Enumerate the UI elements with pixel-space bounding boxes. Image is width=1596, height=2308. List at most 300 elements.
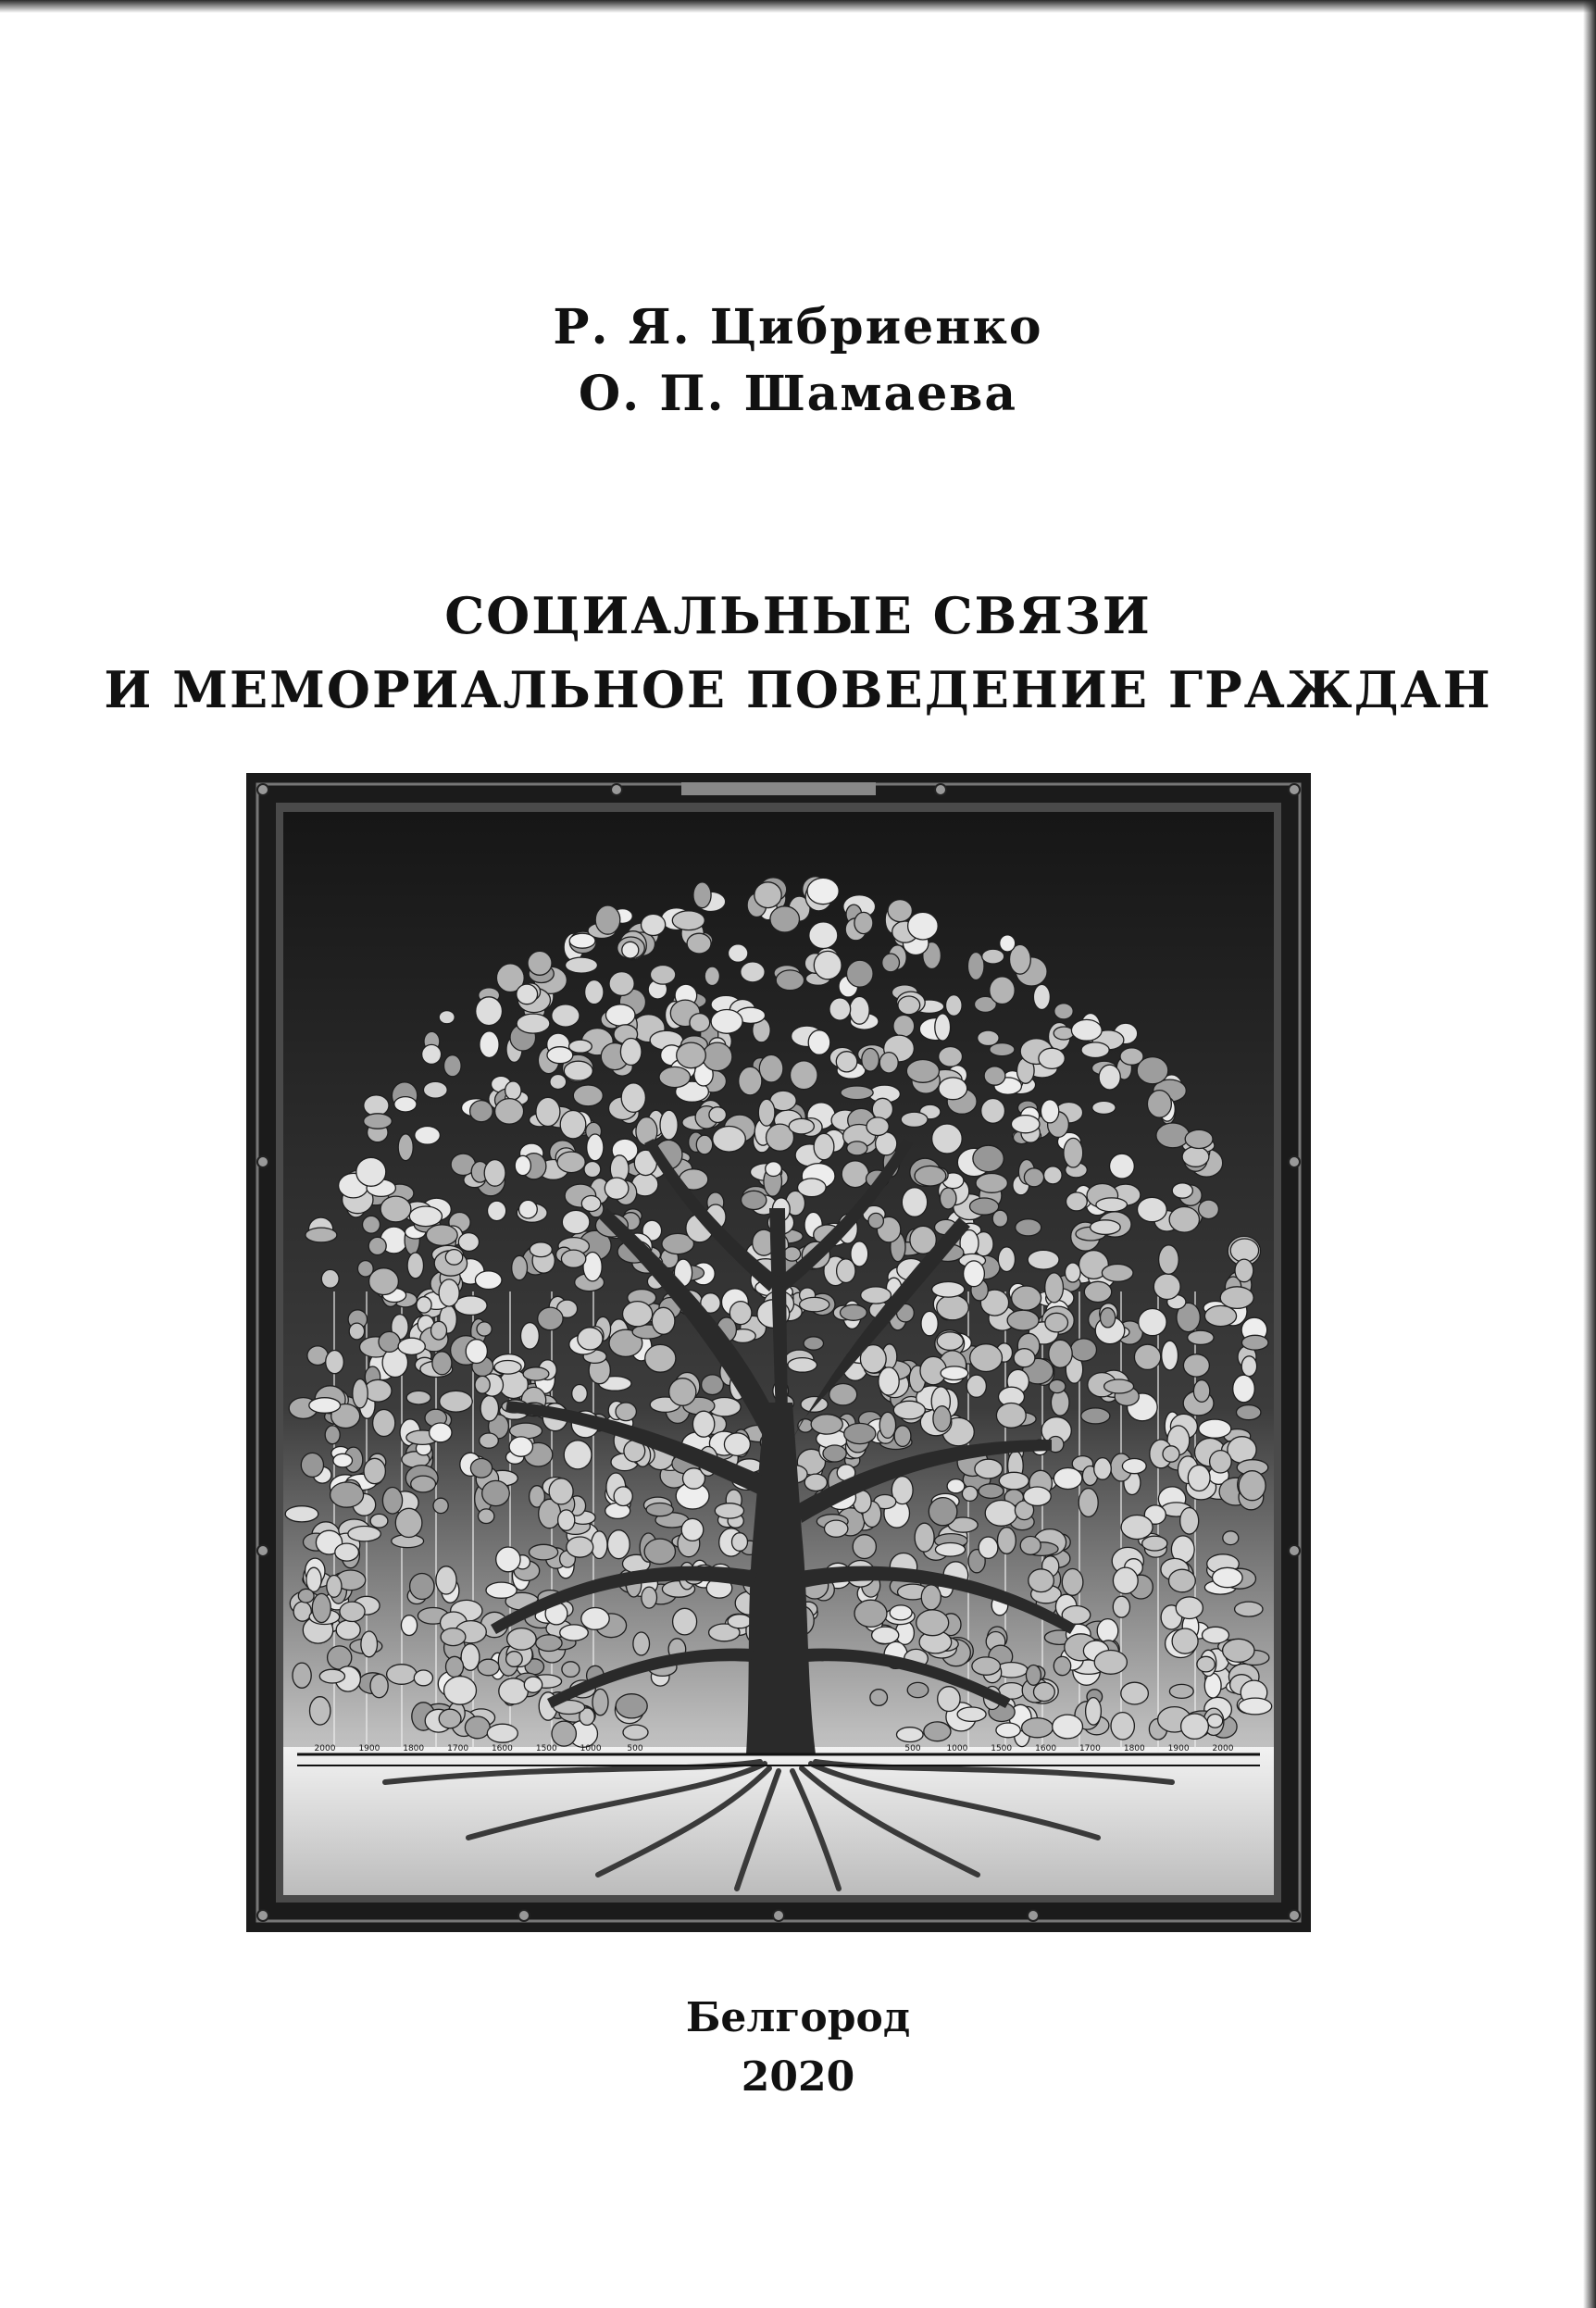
leaf: [1142, 1536, 1167, 1551]
leaf: [572, 1385, 588, 1403]
leaf: [592, 1531, 607, 1559]
leaf: [521, 1323, 540, 1350]
leaf: [439, 1709, 461, 1728]
leaf: [1122, 1459, 1146, 1474]
leaf: [569, 1040, 592, 1053]
leaf: [455, 1296, 487, 1316]
leaf: [1094, 1458, 1112, 1480]
leaf: [370, 1514, 388, 1528]
leaf: [1228, 1437, 1256, 1464]
leaf: [364, 1095, 389, 1117]
leaf: [1235, 1259, 1253, 1282]
leaf: [1020, 1537, 1041, 1555]
leaf: [1104, 1379, 1134, 1393]
leaf: [382, 1488, 402, 1515]
leaf: [1156, 1123, 1190, 1148]
leaf: [1033, 984, 1050, 1009]
leaf: [946, 995, 963, 1017]
leaf: [693, 882, 711, 908]
leaf: [558, 1510, 575, 1530]
leaf: [557, 1152, 585, 1173]
leaf: [642, 914, 666, 935]
leaf: [1197, 1656, 1215, 1672]
leaf: [417, 1297, 431, 1313]
leaf: [868, 1213, 883, 1229]
leaf: [940, 1188, 956, 1209]
leaf: [908, 912, 939, 940]
leaf: [369, 1268, 399, 1295]
leaf: [458, 1233, 479, 1252]
leaf: [1139, 1309, 1166, 1336]
leaf: [1176, 1597, 1203, 1619]
leaf: [479, 1509, 494, 1524]
rivet: [935, 784, 946, 795]
leaf: [978, 1030, 999, 1045]
leaf: [1181, 1714, 1209, 1739]
leaf: [894, 1426, 911, 1447]
leaf: [642, 1587, 657, 1608]
leaf: [867, 1117, 889, 1136]
leaf: [1172, 1628, 1198, 1653]
leaf: [364, 1458, 385, 1483]
leaf: [645, 1344, 676, 1372]
leaf: [1111, 1713, 1134, 1740]
leaf: [1024, 1168, 1043, 1187]
leaf: [1237, 1405, 1261, 1420]
leaf: [1054, 1468, 1082, 1490]
leaf: [1026, 1666, 1041, 1686]
leaf: [890, 1605, 912, 1620]
leaf: [798, 1179, 827, 1197]
leaf: [979, 1537, 998, 1558]
rivet: [257, 784, 268, 795]
leaf: [581, 1608, 609, 1630]
leaf: [872, 1098, 892, 1120]
leaf: [305, 1228, 337, 1242]
rivet: [1289, 1545, 1300, 1556]
leaf: [465, 1716, 490, 1739]
leaf: [879, 1412, 895, 1438]
leaf: [573, 1085, 603, 1106]
leaf: [1153, 1274, 1180, 1300]
leaf: [633, 1632, 650, 1655]
leaf: [660, 1110, 678, 1140]
leaf: [622, 942, 639, 958]
leaf: [549, 1478, 573, 1504]
leaf: [1162, 1341, 1178, 1370]
leaf: [800, 1297, 829, 1311]
leaf: [888, 900, 912, 922]
timeline-label: 500: [627, 1744, 643, 1753]
leaf: [496, 1547, 520, 1572]
leaf: [445, 1250, 462, 1266]
leaf: [353, 1379, 368, 1408]
leaf: [766, 1162, 782, 1177]
leaf: [609, 972, 634, 996]
leaf: [478, 1659, 499, 1676]
leaf: [1220, 1287, 1253, 1309]
leaf: [528, 951, 552, 975]
leaf: [1134, 1344, 1160, 1369]
leaf: [1016, 1219, 1041, 1236]
leaf: [1138, 1197, 1167, 1221]
leaf: [687, 933, 711, 954]
leaf: [480, 1031, 499, 1058]
leaf: [937, 1332, 963, 1351]
leaf: [470, 1101, 493, 1122]
rivet: [773, 1910, 784, 1921]
leaf: [1183, 1354, 1209, 1377]
leaf: [924, 1722, 951, 1741]
leaf: [907, 1682, 929, 1697]
leaf: [916, 1610, 949, 1636]
leaf: [784, 1247, 801, 1261]
leaf: [319, 1669, 344, 1683]
leaf: [996, 1723, 1020, 1738]
leaf: [709, 1107, 727, 1123]
leaf: [1223, 1531, 1239, 1545]
leaf: [976, 1174, 1007, 1193]
leaf: [505, 1081, 521, 1100]
leaf: [1113, 1596, 1129, 1617]
leaf: [507, 1628, 537, 1651]
leaf: [562, 1210, 590, 1233]
leaf: [939, 1047, 963, 1067]
leaf: [1092, 1101, 1116, 1114]
leaf: [902, 1188, 927, 1217]
leaf: [530, 1242, 552, 1257]
leaf: [935, 1543, 965, 1557]
leaf: [935, 1014, 951, 1041]
leaf: [298, 1589, 314, 1603]
leaf: [566, 957, 598, 973]
leaf: [825, 1520, 848, 1537]
leaf: [510, 1423, 542, 1439]
leaf: [841, 1086, 873, 1100]
leaf: [293, 1602, 311, 1621]
leaf: [1028, 1250, 1059, 1269]
leaf: [741, 962, 765, 982]
leaf: [837, 1259, 855, 1283]
leaf: [1084, 1281, 1111, 1302]
leaf: [872, 1627, 899, 1643]
leaf: [1079, 1489, 1098, 1517]
timeline-label: 1900: [358, 1744, 380, 1753]
leaf: [1049, 1340, 1072, 1367]
leaf: [941, 1366, 968, 1380]
leaf: [519, 1200, 538, 1218]
leaf: [486, 1582, 517, 1598]
author-2: О. П. Шамаева: [578, 366, 1018, 422]
leaf: [728, 1615, 752, 1628]
leaf: [530, 1544, 558, 1560]
leaf: [538, 1307, 563, 1330]
leaf: [1169, 1684, 1193, 1698]
leaf: [309, 1398, 341, 1414]
leaf: [310, 1697, 330, 1725]
leaf: [552, 1004, 580, 1027]
leaf: [893, 1401, 925, 1419]
leaf: [1241, 1356, 1256, 1377]
leaf: [804, 1337, 823, 1350]
leaf: [321, 1269, 339, 1288]
leaf: [811, 1415, 842, 1434]
leaf: [979, 1484, 1004, 1499]
leaf: [564, 1061, 592, 1080]
leaf: [607, 1530, 630, 1559]
leaf: [808, 1030, 830, 1055]
leaf: [788, 1358, 817, 1373]
leaf: [356, 1157, 386, 1186]
leaf: [1096, 1198, 1128, 1212]
leaf: [433, 1498, 448, 1513]
timeline-label: 1800: [1123, 1744, 1145, 1753]
leaf: [484, 1160, 505, 1187]
leaf: [349, 1323, 364, 1340]
leaf: [475, 1376, 490, 1393]
leaf: [285, 1506, 318, 1522]
leaf: [1199, 1200, 1219, 1218]
leaf: [335, 1543, 359, 1561]
leaf: [1185, 1129, 1213, 1148]
leaf: [1204, 1673, 1221, 1698]
leaf: [966, 1375, 986, 1397]
leaf: [1203, 1627, 1229, 1643]
leaf: [758, 1099, 775, 1126]
leaf: [1041, 1100, 1058, 1123]
timeline-label: 1500: [535, 1744, 557, 1753]
leaf: [623, 1725, 648, 1740]
leaf: [293, 1663, 311, 1688]
leaf: [1054, 1004, 1073, 1019]
leaf: [1097, 1619, 1118, 1643]
leaf: [804, 1474, 827, 1491]
leaf: [1182, 1147, 1209, 1167]
leaf: [870, 1690, 888, 1706]
leaf: [1188, 1466, 1210, 1491]
leaf: [614, 1487, 632, 1506]
leaf: [394, 1097, 417, 1112]
leaf: [387, 1665, 417, 1685]
leaf: [1071, 1339, 1097, 1361]
scan-edge-top: [0, 0, 1596, 13]
leaf: [512, 1255, 528, 1279]
leaf: [415, 1127, 441, 1145]
leaf: [696, 1135, 712, 1154]
timeline-label: 1700: [447, 1744, 469, 1753]
leaf: [1110, 1154, 1135, 1179]
leaf: [652, 1307, 675, 1334]
rivet: [257, 1910, 268, 1921]
leaf: [711, 1010, 742, 1034]
leaf: [1062, 1569, 1083, 1596]
leaf: [307, 1346, 328, 1366]
book-title: [0, 579, 1596, 727]
leaf: [844, 1423, 876, 1443]
leaf: [564, 1441, 592, 1469]
frame-plaque: [681, 782, 876, 795]
leaf: [1081, 1408, 1110, 1424]
leaf: [964, 1261, 985, 1287]
leaf: [791, 1061, 818, 1090]
leaf: [1091, 1220, 1121, 1235]
leaf: [1022, 1718, 1054, 1738]
leaf: [444, 1055, 462, 1077]
leaf: [494, 1361, 521, 1375]
leaf: [847, 1142, 867, 1155]
leaf: [621, 1083, 645, 1113]
leaf: [823, 1445, 846, 1462]
leaf: [841, 1304, 867, 1320]
leaf: [547, 1047, 573, 1064]
leaf: [605, 1004, 635, 1026]
leaf: [715, 1503, 743, 1518]
leaf: [1011, 1116, 1040, 1133]
leaf: [439, 1279, 459, 1306]
leaf: [901, 1112, 928, 1127]
leaf: [440, 1391, 473, 1412]
leaf: [970, 1344, 1003, 1372]
leaf: [620, 1039, 642, 1066]
leaf: [414, 1670, 432, 1686]
leaf: [406, 1391, 430, 1404]
leaf: [998, 1247, 1015, 1272]
leaf: [1045, 1273, 1064, 1303]
leaf: [1039, 1048, 1065, 1068]
leaf: [560, 1111, 586, 1139]
leaf: [509, 1437, 532, 1456]
leaf: [1241, 1335, 1268, 1350]
rivet: [1028, 1910, 1039, 1921]
leaf: [1014, 1349, 1035, 1367]
leaf: [933, 1406, 951, 1432]
leaf: [650, 966, 675, 985]
leaf: [1044, 1166, 1063, 1184]
leaf: [552, 1721, 576, 1746]
leaf: [444, 1677, 477, 1705]
leaf: [581, 1196, 601, 1212]
leaf: [932, 1282, 965, 1298]
leaf: [853, 1535, 876, 1559]
leaf: [970, 1198, 999, 1215]
leaf: [939, 1078, 967, 1100]
leaf: [348, 1527, 380, 1541]
leaf: [1066, 1192, 1088, 1211]
leaf: [336, 1620, 360, 1640]
rivet: [257, 1545, 268, 1556]
leaf: [363, 1216, 380, 1233]
rivet: [518, 1910, 530, 1921]
leaf: [1054, 1027, 1074, 1040]
leaf: [476, 997, 503, 1026]
leaf: [301, 1453, 323, 1477]
leaf: [1188, 1330, 1214, 1344]
leaf: [906, 1060, 939, 1083]
leaf: [409, 1206, 442, 1227]
rivet: [257, 1156, 268, 1167]
leaf: [430, 1423, 452, 1442]
leaf: [932, 1124, 963, 1154]
leaf: [1223, 1639, 1254, 1662]
leaf: [702, 1375, 724, 1395]
leaf: [364, 1114, 393, 1129]
leaf: [561, 1250, 585, 1267]
leaf: [1204, 1305, 1236, 1326]
leaf: [1081, 1042, 1109, 1058]
leaf: [659, 1067, 691, 1087]
leaf: [1180, 1508, 1199, 1535]
publication-city: Белгород: [685, 1994, 911, 2041]
leaf: [380, 1196, 411, 1222]
leaf: [1071, 1019, 1102, 1041]
leaf: [972, 1657, 1001, 1675]
leaf: [327, 1576, 342, 1598]
leaf: [569, 933, 595, 948]
rivet: [1289, 1910, 1300, 1921]
leaf: [1233, 1375, 1255, 1403]
leaf: [423, 1081, 447, 1098]
imprint: [0, 1989, 1596, 2107]
leaf: [488, 1201, 506, 1220]
leaf: [854, 912, 873, 933]
leaf: [842, 1161, 868, 1188]
leaf: [847, 960, 874, 987]
leaf: [1049, 1379, 1066, 1392]
title-line-1: СОЦИАЛЬНЫЕ СВЯЗИ: [444, 586, 1152, 645]
cover-illustration: [246, 773, 1311, 1932]
leaf: [487, 1724, 517, 1742]
leaf: [506, 1652, 523, 1667]
leaf: [1064, 1138, 1083, 1167]
leaf: [759, 1054, 783, 1082]
leaf: [560, 1625, 589, 1641]
leaf: [1121, 1682, 1149, 1704]
leaf: [836, 1052, 857, 1072]
leaf: [789, 1118, 814, 1134]
leaf: [401, 1616, 417, 1636]
leaf: [929, 1498, 957, 1526]
leaf: [373, 1410, 395, 1437]
leaf: [1159, 1245, 1179, 1274]
leaf: [893, 1015, 915, 1037]
leaf: [742, 1191, 767, 1209]
leaf: [441, 1628, 466, 1646]
leaf: [985, 1501, 1017, 1527]
leaf: [578, 1328, 603, 1350]
timeline-label: 1600: [491, 1744, 513, 1753]
leaf: [937, 1295, 969, 1320]
leaf: [333, 1453, 353, 1467]
leaf: [862, 1048, 879, 1071]
leaf: [814, 951, 842, 979]
leaf: [536, 1097, 560, 1126]
leaf: [587, 1134, 604, 1161]
leaf: [673, 1608, 697, 1635]
leaf: [1207, 1715, 1222, 1728]
leaf: [370, 1674, 388, 1697]
leaf: [1193, 1380, 1209, 1403]
leaf: [984, 1067, 1005, 1085]
leaf: [1000, 935, 1016, 952]
leaf: [422, 1044, 442, 1064]
leaf: [562, 1662, 580, 1678]
leaf: [326, 1351, 344, 1374]
leaf: [1169, 1207, 1199, 1233]
leaf: [669, 1379, 696, 1406]
leaf: [724, 1433, 750, 1456]
leaf: [431, 1321, 447, 1340]
leaf: [439, 1011, 455, 1024]
